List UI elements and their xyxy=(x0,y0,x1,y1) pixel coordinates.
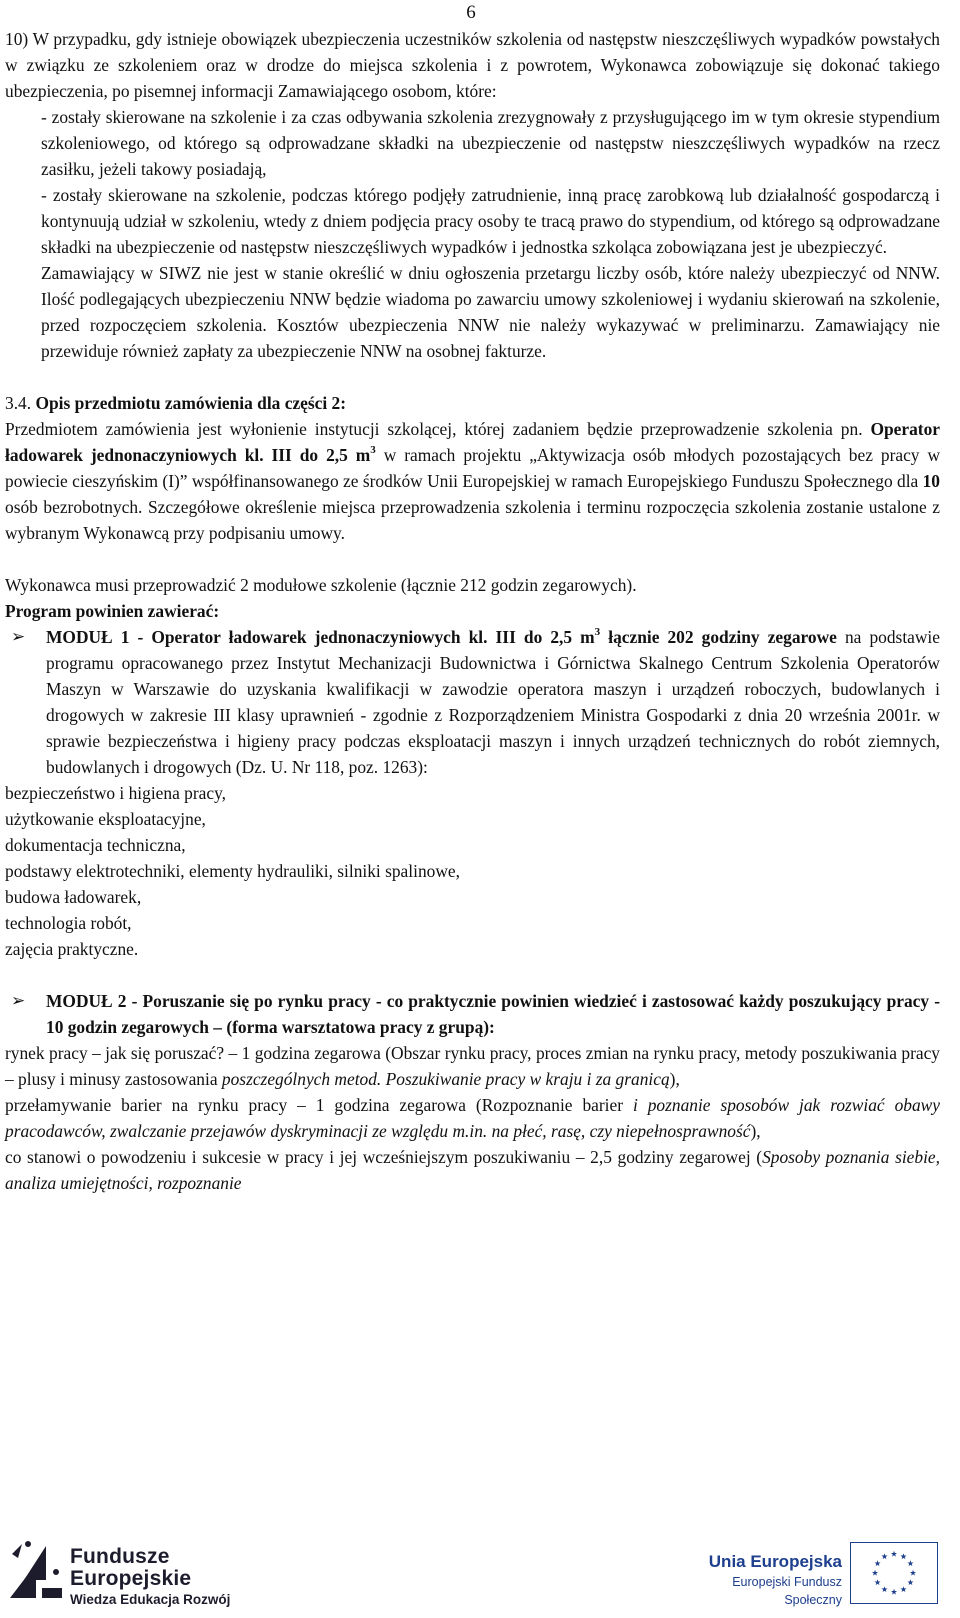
module-1-text: na podstawie programu opracowanego przez Instytut Mechanizacji Budownictwa i Górnictwa Skalnego Centrum Szkolenia Operatorów Maszyn w Warszawie do uzyskania kwalifikacji w zawodzie operatora maszyn i urządzeń roboczych, budowlanych i drogowych w zakresie III klasy uprawnień - zgodnie z Rozporządzeniem Ministra Gospodarki z dnia 20 września 2001r. w sprawie bezpieczeństwa i higieny pracy podczas eksploatacji maszyn i innych urządzeń technicznych do robót ziemnych, budowlanych i drogowych (Dz. U. Nr 118, poz. 1263): xyxy=(46,627,940,777)
spacer xyxy=(5,546,940,572)
module-2 xyxy=(5,988,940,1040)
participant-count: 10 xyxy=(922,471,940,491)
module-1-topic-list xyxy=(5,780,940,962)
fe-line-3: Wiedza Edukacja Rozwój xyxy=(70,1592,231,1607)
arrow-bullet-icon: ➢ xyxy=(11,627,26,646)
list-item: technologia robót, xyxy=(5,913,132,933)
item10-dash-2: - zostały skierowane na szkolenie, podczas którego podjęły zatrudnienie, inną pracę zarobkową lub działalność gospodarczą i kontynuują udział w szkoleniu, wtedy z dniem podjęcia pracy osoby te tracą prawo do stypendium, od którego są odprowadzane składki na ubezpieczenie od następstw nieszczęśliwych wypadków i jednostka szkoląca zobowiązana jest je ubezpieczyć. xyxy=(41,185,940,257)
list-item: podstawy elektrotechniki, elementy hydrauliki, silniki spalinowe, xyxy=(5,861,460,881)
list-item: co stanowi o powodzeniu i sukcesie w pracy i jej wcześniejszym poszukiwaniu – 2,5 godziny zegarowej (Sposoby poznania siebie, analiza umiejętności, rozpoznanie xyxy=(5,1147,940,1193)
section-number: 3.4. xyxy=(5,393,32,413)
description-text-c: osób bezrobotnych. Szczegółowe określenie miejsca przeprowadzenia szkolenia i terminu rozpoczęcia szkolenia zostanie ustalone z wybranym Wykonawcą przy podpisaniu umowy. xyxy=(5,497,940,543)
fe-line-2: Europejskie xyxy=(70,1567,192,1590)
fundusze-europejskie-logo-icon xyxy=(6,1536,64,1602)
eu-flag-icon xyxy=(850,1542,938,1604)
page-number: 6 xyxy=(466,2,476,23)
spacer xyxy=(5,364,940,390)
list-item: rynek pracy – jak się poruszać? – 1 godzina zegarowa (Obszar rynku pracy, proces zmian na rynku pracy, metody poszukiwania pracy – plusy i minusy zastosowania poszczególnych metod. Poszukiwanie pracy w kraju i za granicą), xyxy=(5,1043,940,1089)
ue-line-1: Unia Europejska xyxy=(708,1552,842,1571)
module-1-title: MODUŁ 1 - Operator ładowarek jednonaczyniowych kl. III do 2,5 $m^3$ łącznie 202 godziny zegarowe xyxy=(46,626,837,647)
module-1 xyxy=(5,624,940,780)
module-1-description xyxy=(46,624,940,780)
section-heading xyxy=(5,390,940,416)
program-heading: Program powinien zawierać: xyxy=(5,601,220,621)
course-name: Operator ładowarek jednonaczyniowych kl. III do 2,5 $m^3$ xyxy=(5,419,940,465)
fe-line-1: Fundusze xyxy=(70,1545,170,1568)
list-item: budowa ładowarek, xyxy=(5,887,142,907)
list-item: zajęcia praktyczne. xyxy=(5,939,139,959)
list-item: przełamywanie barier na rynku pracy – 1 godzina zegarowa (Rozpoznanie barier i poznanie sposobów jak rozwiać obawy pracodawców, zwalczanie przejawów dyskryminacji ze względu m.in. na płeć, rasę, czy niepełnosprawność), xyxy=(5,1095,940,1141)
list-item: dokumentacja techniczna, xyxy=(5,835,186,855)
item10-intro: 10) W przypadku, gdy istnieje obowiązek ubezpieczenia uczestników szkolenia od następstw nieszczęśliwych wypadków powstałych w związku ze szkoleniem oraz w drodze do miejsca szkolenia i z powrotem, Wykonawca zobowiązuje się dokonać takiego ubezpieczenia, po pisemnej informacji Zamawiającego osobom, które: xyxy=(5,29,940,101)
list-item: użytkowanie eksploatacyjne, xyxy=(5,809,206,829)
hours-summary: Wykonawca musi przeprowadzić 2 modułowe szkolenie (łącznie 212 godzin zegarowych). xyxy=(5,575,637,595)
module-2-title: MODUŁ 2 - Poruszanie się po rynku pracy - co praktycznie powinien wiedzieć i zastosować każdy poszukujący pracy - 10 godzin zegarowych – (forma warsztatowa pracy z grupą): xyxy=(46,991,940,1037)
item10-closing: Zamawiający w SIWZ nie jest w stanie określić w dniu ogłoszenia przetargu liczby osób, które należy ubezpieczyć od NNW. Ilość podlegających ubezpieczeniu NNW będzie wiadoma po zawarciu umowy szkoleniowej i wydaniu skierowań na szkolenie, przed rozpoczęciem szkolenia. Kosztów ubezpieczenia NNW nie należy wykazywać w preliminarzu. Zamawiający nie przewiduje również zapłaty za ubezpieczenie NNW na osobnej fakturze. xyxy=(41,263,940,361)
module-2-topic-list xyxy=(5,1040,940,1196)
section-title: Opis przedmiotu zamówienia dla części 2: xyxy=(35,393,347,413)
unia-europejska-wordmark xyxy=(676,1551,842,1609)
document-body xyxy=(5,26,940,1196)
item10-dash-1: - zostały skierowane na szkolenie i za czas odbywania szkolenia zrezygnowały z przysługującego im w tym okresie stypendium szkoleniowego, od którego są odprowadzane składki na ubezpieczenie od następstw nieszczęśliwych wypadków na rzecz zasiłku, jeżeli takowy posiadają, xyxy=(41,107,940,179)
ue-line-2: Europejski Fundusz Społeczny xyxy=(732,1575,842,1607)
page-footer xyxy=(0,1532,960,1618)
spacer xyxy=(5,962,940,988)
arrow-bullet-icon: ➢ xyxy=(11,991,26,1010)
description-text-a: Przedmiotem zamówienia jest wyłonienie instytucji szkolącej, której zadaniem będzie przeprowadzenie szkolenia pn. xyxy=(5,419,863,439)
list-item: bezpieczeństwo i higiena pracy, xyxy=(5,783,226,803)
section-description xyxy=(5,416,940,546)
fundusze-europejskie-wordmark xyxy=(70,1546,230,1610)
description-text-b: w ramach projektu „Aktywizacja osób młodych pozostających bez pracy w powiecie cieszyńskim (I)” współfinansowanego ze środków Unii Europejskiej w ramach Europejskiego Funduszu Społecznego dla xyxy=(5,445,940,491)
